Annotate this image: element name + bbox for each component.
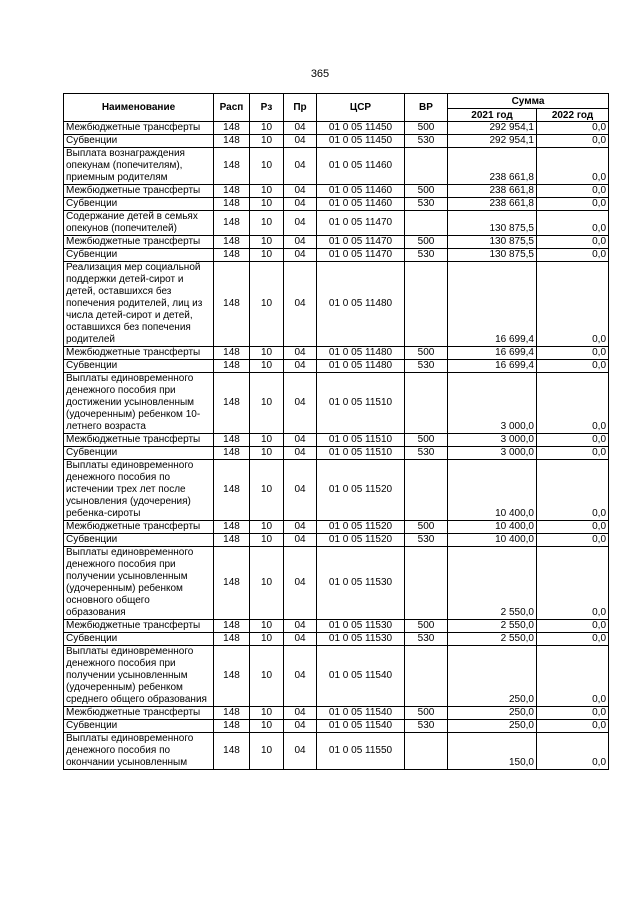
cell-vr: 530 [405, 720, 448, 733]
cell-2022: 0,0 [537, 122, 609, 135]
cell-name: Межбюджетные трансферты [64, 521, 214, 534]
cell-2022: 0,0 [537, 211, 609, 236]
cell-rz: 10 [250, 236, 284, 249]
cell-pr: 04 [284, 620, 317, 633]
cell-csr: 01 0 05 11530 [317, 620, 405, 633]
cell-2021: 130 875,5 [448, 236, 537, 249]
cell-2022: 0,0 [537, 148, 609, 185]
cell-rasp: 148 [214, 707, 250, 720]
cell-vr: 530 [405, 447, 448, 460]
cell-2022: 0,0 [537, 720, 609, 733]
cell-rz: 10 [250, 148, 284, 185]
cell-pr: 04 [284, 236, 317, 249]
cell-name: Межбюджетные трансферты [64, 122, 214, 135]
cell-pr: 04 [284, 633, 317, 646]
cell-2022: 0,0 [537, 534, 609, 547]
cell-2021: 2 550,0 [448, 633, 537, 646]
cell-name: Выплаты единовременного денежного пособия при получении усыновленным (удочеренным) ребенком основного общего образования [64, 547, 214, 620]
cell-pr: 04 [284, 262, 317, 347]
cell-pr: 04 [284, 521, 317, 534]
cell-vr [405, 373, 448, 434]
cell-2022: 0,0 [537, 547, 609, 620]
cell-2022: 0,0 [537, 434, 609, 447]
cell-rz: 10 [250, 373, 284, 434]
cell-vr: 500 [405, 620, 448, 633]
cell-rasp: 148 [214, 347, 250, 360]
cell-name: Межбюджетные трансферты [64, 620, 214, 633]
cell-name: Реализация мер социальной поддержки детей-сирот и детей, оставшихся без попечения родителей, лиц из числа детей-сирот и детей, оставшихся без попечения родителей [64, 262, 214, 347]
cell-name: Субвенции [64, 720, 214, 733]
cell-2022: 0,0 [537, 236, 609, 249]
cell-rz: 10 [250, 646, 284, 707]
table-row [64, 720, 609, 733]
table-row [64, 633, 609, 646]
cell-2021: 250,0 [448, 707, 537, 720]
header-vr: ВР [405, 94, 448, 122]
cell-name: Субвенции [64, 447, 214, 460]
page-number: 365 [310, 68, 330, 80]
cell-rasp: 148 [214, 249, 250, 262]
table-row [64, 198, 609, 211]
cell-name: Субвенции [64, 135, 214, 148]
cell-name: Субвенции [64, 249, 214, 262]
cell-2021: 10 400,0 [448, 534, 537, 547]
cell-pr: 04 [284, 135, 317, 148]
cell-pr: 04 [284, 347, 317, 360]
table-row [64, 646, 609, 707]
cell-pr: 04 [284, 460, 317, 521]
cell-pr: 04 [284, 360, 317, 373]
cell-csr: 01 0 05 11530 [317, 547, 405, 620]
table-row [64, 185, 609, 198]
cell-pr: 04 [284, 211, 317, 236]
table-row [64, 135, 609, 148]
table-row [64, 236, 609, 249]
cell-2021: 3 000,0 [448, 434, 537, 447]
cell-2022: 0,0 [537, 262, 609, 347]
cell-rasp: 148 [214, 733, 250, 770]
cell-csr: 01 0 05 11510 [317, 434, 405, 447]
cell-2021: 16 699,4 [448, 360, 537, 373]
cell-2021: 238 661,8 [448, 198, 537, 211]
cell-rasp: 148 [214, 135, 250, 148]
cell-2021: 130 875,5 [448, 249, 537, 262]
cell-2021: 3 000,0 [448, 373, 537, 434]
cell-pr: 04 [284, 148, 317, 185]
header-sum: Сумма [448, 94, 609, 109]
cell-rasp: 148 [214, 211, 250, 236]
cell-rasp: 148 [214, 122, 250, 135]
cell-2021: 10 400,0 [448, 521, 537, 534]
cell-vr: 530 [405, 633, 448, 646]
cell-csr: 01 0 05 11540 [317, 707, 405, 720]
cell-rz: 10 [250, 122, 284, 135]
cell-csr: 01 0 05 11460 [317, 198, 405, 211]
cell-csr: 01 0 05 11510 [317, 447, 405, 460]
cell-csr: 01 0 05 11460 [317, 148, 405, 185]
cell-csr: 01 0 05 11550 [317, 733, 405, 770]
cell-pr: 04 [284, 646, 317, 707]
cell-pr: 04 [284, 733, 317, 770]
cell-pr: 04 [284, 373, 317, 434]
cell-name: Субвенции [64, 633, 214, 646]
cell-2022: 0,0 [537, 198, 609, 211]
cell-vr: 530 [405, 135, 448, 148]
cell-name: Межбюджетные трансферты [64, 434, 214, 447]
cell-csr: 01 0 05 11520 [317, 534, 405, 547]
header-pr: Пр [284, 94, 317, 122]
header-2022: 2022 год [537, 109, 609, 122]
cell-csr: 01 0 05 11470 [317, 211, 405, 236]
cell-rasp: 148 [214, 547, 250, 620]
cell-csr: 01 0 05 11480 [317, 360, 405, 373]
cell-rasp: 148 [214, 447, 250, 460]
cell-rz: 10 [250, 360, 284, 373]
cell-vr [405, 460, 448, 521]
cell-name: Выплаты единовременного денежного пособия при получении усыновленным (удочеренным) ребенком среднего общего образования [64, 646, 214, 707]
cell-2021: 292 954,1 [448, 135, 537, 148]
cell-rasp: 148 [214, 521, 250, 534]
cell-2021: 3 000,0 [448, 447, 537, 460]
cell-csr: 01 0 05 11450 [317, 122, 405, 135]
cell-rz: 10 [250, 707, 284, 720]
cell-2021: 238 661,8 [448, 185, 537, 198]
cell-name: Выплаты единовременного денежного пособия по окончании усыновленным [64, 733, 214, 770]
cell-vr: 500 [405, 122, 448, 135]
cell-name: Межбюджетные трансферты [64, 707, 214, 720]
table-row [64, 733, 609, 770]
cell-rasp: 148 [214, 620, 250, 633]
cell-pr: 04 [284, 185, 317, 198]
header-rz: Рз [250, 94, 284, 122]
cell-vr: 500 [405, 185, 448, 198]
cell-2022: 0,0 [537, 249, 609, 262]
cell-rasp: 148 [214, 198, 250, 211]
cell-rasp: 148 [214, 360, 250, 373]
cell-2022: 0,0 [537, 460, 609, 521]
cell-rasp: 148 [214, 534, 250, 547]
cell-rz: 10 [250, 720, 284, 733]
cell-rz: 10 [250, 249, 284, 262]
cell-vr [405, 646, 448, 707]
cell-rasp: 148 [214, 720, 250, 733]
cell-2021: 250,0 [448, 646, 537, 707]
table-row [64, 249, 609, 262]
cell-pr: 04 [284, 249, 317, 262]
table-row [64, 148, 609, 185]
cell-vr: 500 [405, 434, 448, 447]
cell-name: Межбюджетные трансферты [64, 236, 214, 249]
cell-vr [405, 733, 448, 770]
cell-rz: 10 [250, 347, 284, 360]
cell-pr: 04 [284, 534, 317, 547]
cell-csr: 01 0 05 11480 [317, 347, 405, 360]
table-row [64, 447, 609, 460]
cell-2022: 0,0 [537, 620, 609, 633]
cell-2021: 130 875,5 [448, 211, 537, 236]
cell-rz: 10 [250, 521, 284, 534]
cell-rasp: 148 [214, 236, 250, 249]
cell-csr: 01 0 05 11450 [317, 135, 405, 148]
cell-rz: 10 [250, 534, 284, 547]
cell-pr: 04 [284, 547, 317, 620]
cell-rasp: 148 [214, 460, 250, 521]
cell-rasp: 148 [214, 185, 250, 198]
cell-pr: 04 [284, 447, 317, 460]
cell-2022: 0,0 [537, 135, 609, 148]
table-row [64, 547, 609, 620]
cell-csr: 01 0 05 11470 [317, 249, 405, 262]
cell-pr: 04 [284, 198, 317, 211]
cell-2021: 150,0 [448, 733, 537, 770]
cell-2021: 10 400,0 [448, 460, 537, 521]
cell-csr: 01 0 05 11520 [317, 460, 405, 521]
cell-rz: 10 [250, 434, 284, 447]
cell-vr [405, 148, 448, 185]
cell-rasp: 148 [214, 262, 250, 347]
cell-vr: 530 [405, 198, 448, 211]
cell-vr [405, 262, 448, 347]
cell-vr: 500 [405, 347, 448, 360]
table-body [64, 122, 609, 770]
cell-2021: 2 550,0 [448, 547, 537, 620]
header-2021: 2021 год [448, 109, 537, 122]
cell-rz: 10 [250, 211, 284, 236]
cell-vr: 500 [405, 707, 448, 720]
cell-rz: 10 [250, 135, 284, 148]
cell-name: Выплата вознаграждения опекунам (попечителям), приемным родителям [64, 148, 214, 185]
table-row [64, 262, 609, 347]
cell-rz: 10 [250, 185, 284, 198]
cell-pr: 04 [284, 707, 317, 720]
cell-csr: 01 0 05 11470 [317, 236, 405, 249]
cell-rz: 10 [250, 460, 284, 521]
cell-csr: 01 0 05 11530 [317, 633, 405, 646]
cell-vr: 530 [405, 360, 448, 373]
cell-rz: 10 [250, 198, 284, 211]
cell-2022: 0,0 [537, 360, 609, 373]
table-row [64, 460, 609, 521]
budget-table [63, 93, 609, 770]
cell-name: Субвенции [64, 360, 214, 373]
cell-2022: 0,0 [537, 347, 609, 360]
cell-2021: 292 954,1 [448, 122, 537, 135]
cell-csr: 01 0 05 11540 [317, 646, 405, 707]
cell-2021: 238 661,8 [448, 148, 537, 185]
cell-2021: 16 699,4 [448, 347, 537, 360]
cell-csr: 01 0 05 11460 [317, 185, 405, 198]
cell-rasp: 148 [214, 633, 250, 646]
cell-name: Субвенции [64, 534, 214, 547]
cell-name: Выплаты единовременного денежного пособия при достижении усыновленным (удочеренным) ребенком 10-летнего возраста [64, 373, 214, 434]
table-row [64, 534, 609, 547]
cell-rz: 10 [250, 733, 284, 770]
cell-2022: 0,0 [537, 633, 609, 646]
header-name: Наименование [64, 94, 214, 122]
cell-name: Межбюджетные трансферты [64, 347, 214, 360]
cell-rasp: 148 [214, 434, 250, 447]
cell-rz: 10 [250, 447, 284, 460]
table-row [64, 620, 609, 633]
cell-rz: 10 [250, 547, 284, 620]
cell-pr: 04 [284, 720, 317, 733]
cell-name: Межбюджетные трансферты [64, 185, 214, 198]
cell-rz: 10 [250, 633, 284, 646]
header-csr: ЦСР [317, 94, 405, 122]
cell-2022: 0,0 [537, 521, 609, 534]
cell-pr: 04 [284, 122, 317, 135]
cell-rasp: 148 [214, 148, 250, 185]
cell-vr [405, 547, 448, 620]
cell-2022: 0,0 [537, 447, 609, 460]
cell-vr: 530 [405, 534, 448, 547]
cell-rasp: 148 [214, 646, 250, 707]
cell-name: Содержание детей в семьях опекунов (попечителей) [64, 211, 214, 236]
cell-rz: 10 [250, 620, 284, 633]
cell-csr: 01 0 05 11520 [317, 521, 405, 534]
cell-2022: 0,0 [537, 185, 609, 198]
cell-csr: 01 0 05 11480 [317, 262, 405, 347]
cell-vr [405, 211, 448, 236]
table-row [64, 360, 609, 373]
table-row [64, 434, 609, 447]
cell-pr: 04 [284, 434, 317, 447]
cell-2022: 0,0 [537, 733, 609, 770]
table-row [64, 521, 609, 534]
cell-2021: 16 699,4 [448, 262, 537, 347]
cell-rasp: 148 [214, 373, 250, 434]
table-row [64, 211, 609, 236]
header-rasp: Расп [214, 94, 250, 122]
cell-name: Выплаты единовременного денежного пособия по истечении трех лет после усыновления (удочерения) ребенка-сироты [64, 460, 214, 521]
table-row [64, 122, 609, 135]
cell-vr: 500 [405, 236, 448, 249]
cell-vr: 530 [405, 249, 448, 262]
table-row [64, 373, 609, 434]
cell-2022: 0,0 [537, 707, 609, 720]
cell-csr: 01 0 05 11540 [317, 720, 405, 733]
table-row [64, 707, 609, 720]
cell-2021: 250,0 [448, 720, 537, 733]
cell-name: Субвенции [64, 198, 214, 211]
cell-csr: 01 0 05 11510 [317, 373, 405, 434]
cell-rz: 10 [250, 262, 284, 347]
cell-2021: 2 550,0 [448, 620, 537, 633]
table-row [64, 347, 609, 360]
cell-2022: 0,0 [537, 646, 609, 707]
cell-2022: 0,0 [537, 373, 609, 434]
cell-vr: 500 [405, 521, 448, 534]
